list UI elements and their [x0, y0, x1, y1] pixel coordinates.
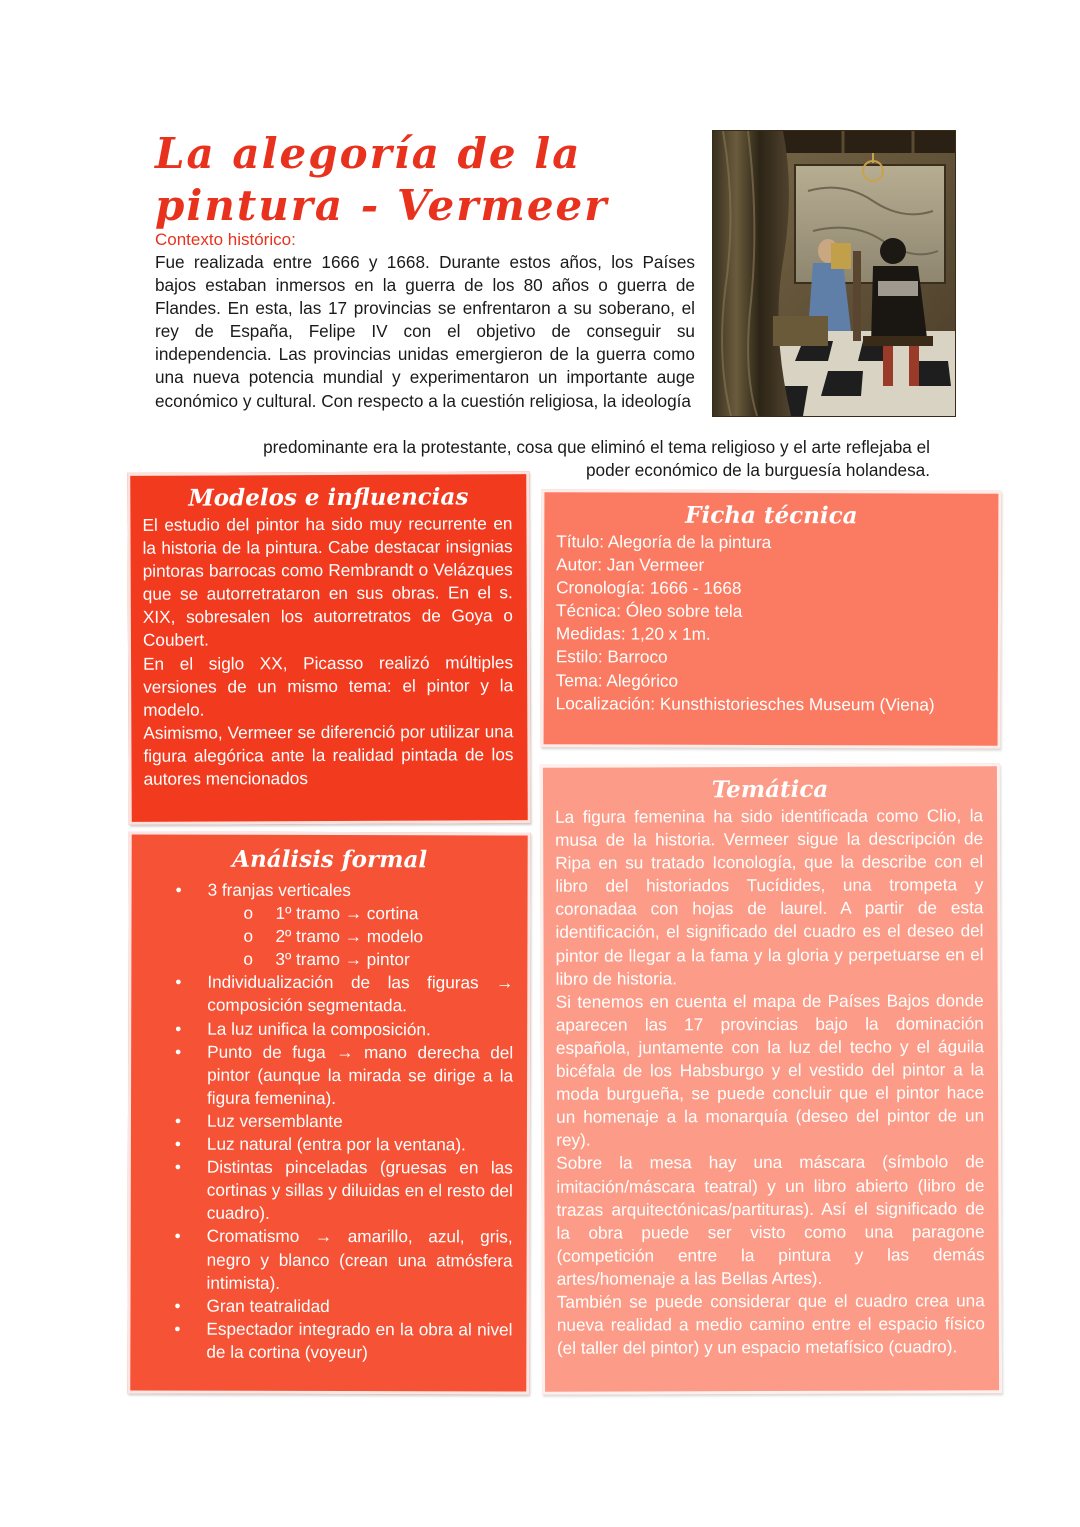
list-item — [130, 1294, 512, 1318]
sub-list-item — [131, 948, 513, 972]
ficha-line: Título: Alegoría de la pintura — [556, 531, 772, 553]
list-item — [131, 1109, 513, 1133]
sub-item-text: 2º tramo → modelo — [275, 926, 424, 947]
paragraph: Si tenemos en cuenta el mapa de Países Bajos donde aparecen las 17 provincias bajo la dominación española, juntamente con la luz del techo y el águila bicéfala de los Habsburgo y el vestido del pintor a la moda burgueña, se puede concluir que el pintor hace un homenaje a la monarquía (deseo del pintor de un rey). — [555, 990, 985, 1151]
sub-list — [207, 902, 513, 972]
box-title-ficha: Ficha técnica — [685, 501, 858, 530]
bullet-icon: • — [174, 1295, 181, 1316]
list-item — [131, 1225, 513, 1295]
list-item — [131, 971, 513, 1018]
ficha-line: Autor: Jan Vermeer — [556, 554, 705, 575]
ficha-line: Localización: Kunsthistoriesches Museum (Viena) — [555, 692, 935, 715]
box-analisis-formal — [127, 831, 530, 1394]
box-ficha-tecnica — [541, 489, 1002, 749]
list-item — [131, 878, 513, 971]
bullet-icon: • — [175, 1018, 182, 1039]
list-item-text: Gran teatralidad — [206, 1295, 330, 1316]
ficha-line: Medidas: 1,20 x 1m. — [555, 623, 711, 645]
box-tematica — [540, 763, 1002, 1395]
paragraph: La figura femenina ha sido identificada como Clio, la musa de la historia. Vermeer sigue la descripción de Ripa en su tratado Iconología, que la describe con el libro del historiados Tucídides, una trompeta y coronadaa con hojas de laurel. A partir de esta identificación, el significado del cuadro es el deseo del pintor de llegar a la fama y la gloria y perpetuarse en el libro de historia. — [555, 805, 984, 989]
sub-item-text: 1º tramo → cortina — [275, 902, 419, 924]
list-item — [130, 1317, 512, 1364]
list-item-text: Punto de fuga → mano derecha del pintor (aunque la mirada se dirige a la figura femenina). — [207, 1041, 514, 1108]
list-item — [131, 1040, 513, 1110]
list-item-text: Individualización de las figuras → composición segmentada. — [207, 972, 514, 1016]
analisis-list — [130, 878, 527, 1364]
paragraph: En el siglo XX, Picasso realizó múltiples versiones de un mismo tema: el pintor y la modelo. — [143, 651, 514, 720]
context-text: Fue realizada entre 1666 y 1668. Durante estos años, los Países bajos estaban inmersos en la guerra de los 80 años o guerra de Flandes. En esta, las 17 provincias se enfrentaron a su soberano, el rey de España, Felipe IV con el objetivo de conseguir su independencia. Las provincias unidas emergieron de la guerra como una nueva potencia mundial y experimentaron un importante auge económico y cultural. Con respecto a la cuestión religiosa, la ideología — [155, 252, 695, 411]
list-item-text: Espectador integrado en la obra al nivel de la cortina (voyeur) — [206, 1318, 513, 1362]
bullet-icon: • — [174, 1156, 181, 1177]
list-item-text: La luz unifica la composición. — [207, 1018, 431, 1039]
box-text-modelos — [130, 512, 527, 791]
list-item-text: Luz versemblante — [206, 1110, 343, 1131]
paragraph: El estudio del pintor ha sido muy recurrente en la historia de la pintura. Cabe destacar insignias pintoras barrocas como Rembrandt o Velázques que se autorretrataron en sus obras. En el s. XIX, sobresalen los autorretratos de Goya o Coubert. — [142, 513, 513, 651]
sub-item-text: 3º tramo → pintor — [275, 949, 410, 970]
ficha-line: Tema: Alegórico — [555, 669, 679, 691]
bullet-icon: • — [174, 1226, 181, 1247]
box-text-ficha — [544, 530, 999, 716]
ficha-line: Técnica: Óleo sobre tela — [555, 600, 743, 622]
box-modelos-influencias — [127, 471, 531, 825]
context-label: Contexto histórico: — [155, 230, 296, 249]
box-title-analisis: Análisis formal — [232, 845, 428, 874]
list-item — [131, 1133, 513, 1157]
paragraph: También se puede considerar que el cuadro crea una nueva realidad a medio camino entre el espacio físico (el taller del pintor) y un espacio metafísico (cuadro). — [556, 1290, 985, 1358]
paragraph: Sobre la mesa hay una máscara (símbolo de imitación/máscara teatral) y un libro abierto (libro de trazas arquitectónicas/partituras). Así el significado de la obra puede ser visto como una paragone (competición entre la pintura y las demás artes/homenaje a las Bellas Artes). — [556, 1151, 985, 1289]
list-item — [131, 1156, 513, 1226]
paragraph: Asimismo, Vermeer se diferenció por utilizar una figura alegórica ante la realidad pintada de los autores mencionados — [143, 721, 514, 789]
list-item-text: Luz natural (entra por la ventana). — [206, 1133, 466, 1155]
bullet-icon: • — [174, 1133, 181, 1154]
circle-bullet-icon: o — [243, 949, 253, 970]
box-text-tematica — [543, 804, 999, 1360]
bullet-icon: • — [175, 879, 182, 900]
bullet-icon: • — [174, 1110, 182, 1131]
context-line-2: predominante era la protestante, cosa que eliminó el tema religioso y el arte reflejaba el — [263, 437, 930, 457]
painting-image — [712, 130, 956, 417]
sub-list-item — [131, 902, 513, 926]
context-line-3: poder económico de la burguesía holandesa. — [586, 460, 930, 481]
sub-list-item — [131, 925, 513, 949]
list-item — [131, 1017, 513, 1041]
box-title-tematica: Temática — [711, 775, 829, 804]
list-item-text: Distintas pinceladas (gruesas en las cortinas y sillas y diluidas en el resto del cuadro). — [206, 1156, 513, 1224]
bullet-icon: • — [175, 971, 182, 992]
page-title: La alegoría de la pintura - Vermeer — [155, 129, 609, 230]
box-title-modelos: Modelos e influencias — [188, 483, 469, 512]
ficha-line: Cronología: 1666 - 1668 — [556, 577, 742, 599]
ficha-line: Estilo: Barroco — [555, 646, 668, 668]
circle-bullet-icon: o — [243, 925, 254, 946]
circle-bullet-icon: o — [243, 902, 254, 923]
list-item-text: Cromatismo → amarillo, azul, gris, negro y blanco (crean una atmósfera intimista). — [206, 1226, 513, 1293]
bullet-icon: • — [175, 1041, 182, 1062]
list-item-text: 3 franjas verticales — [207, 879, 351, 901]
bullet-icon: • — [174, 1318, 181, 1339]
